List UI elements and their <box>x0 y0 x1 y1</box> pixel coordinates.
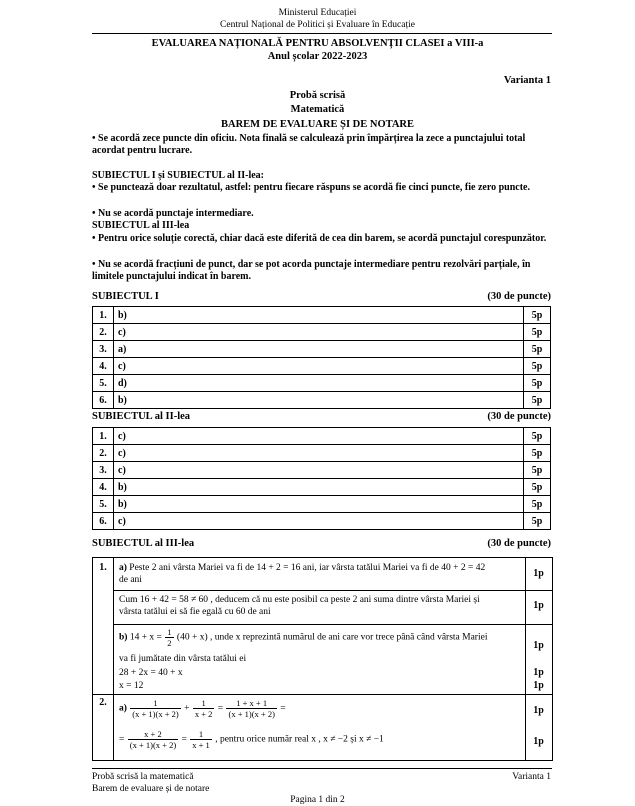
subject3-title: SUBIECTUL al III-lea <box>92 538 195 549</box>
answer-cell: c) <box>114 462 524 479</box>
footer-variant: Varianta 1 <box>512 772 551 782</box>
heading-subject-3: SUBIECTUL al III-lea <box>92 220 190 231</box>
score-badge: 1p <box>533 680 544 691</box>
question-number: 6. <box>93 392 114 409</box>
score-badge: 1p <box>533 640 544 651</box>
answer-row <box>93 375 551 392</box>
question-number: 6. <box>93 513 114 530</box>
subject3-table <box>92 557 553 761</box>
row-divider <box>113 590 552 591</box>
question-number: 1. <box>99 562 107 573</box>
subject1-points: (30 de puncte) <box>487 291 551 302</box>
subject3-points: (30 de puncte) <box>487 538 551 549</box>
score-cell: 5p <box>524 496 551 513</box>
table-divider <box>113 558 114 760</box>
subject2-title: SUBIECTUL al II-lea <box>92 411 191 422</box>
variant-label: Varianta 1 <box>503 75 551 86</box>
q1b-line2: va fi jumătate din vârsta tatălui ei <box>119 654 247 664</box>
fraction <box>226 698 276 719</box>
footer-left-1: Probă scrisă la matematică <box>92 772 194 782</box>
header-rule <box>92 33 552 34</box>
answer-cell: a) <box>114 341 524 358</box>
fraction <box>193 698 215 719</box>
rule-result-only: • Se punctează doar rezultatul, astfel: pentru fiecare răspuns se acordă fie cinci puncte, fie zero puncte. <box>92 182 530 193</box>
question-number: 3. <box>93 462 114 479</box>
fraction-numerator: 1 <box>190 729 212 740</box>
answer-row <box>93 341 551 358</box>
score-badge: 1p <box>533 568 544 579</box>
fraction <box>130 698 180 719</box>
fraction <box>128 729 178 750</box>
answer-cell: d) <box>114 375 524 392</box>
q2a-tail: , pentru orice număr real x , x ≠ −2 și x ≠ −1 <box>215 734 384 745</box>
q1b-equation <box>119 627 521 648</box>
question-number: 4. <box>93 358 114 375</box>
fraction-denominator: 2 <box>167 638 172 648</box>
q1a-line3: Cum 16 + 42 = 58 ≠ 60 , deducem că nu este posibil ca peste 2 ani suma dintre vârsta Mariei și <box>119 595 480 605</box>
table-divider <box>525 558 526 760</box>
answer-cell: c) <box>114 324 524 341</box>
score-cell: 5p <box>524 324 551 341</box>
q1a-line1 <box>119 562 521 574</box>
question-number: 5. <box>93 375 114 392</box>
center-name: Centrul Național de Politici și Evaluare în Educație <box>220 20 415 30</box>
question-number: 4. <box>93 479 114 496</box>
question-number: 5. <box>93 496 114 513</box>
part-label: a) <box>119 563 127 573</box>
fraction-numerator: 1 <box>167 627 172 637</box>
answer-cell: c) <box>114 445 524 462</box>
subject1-table <box>92 306 551 409</box>
answer-cell: b) <box>114 479 524 496</box>
exam-title: EVALUAREA NAȚIONALĂ PENTRU ABSOLVENȚII CLASEI a VIII-a <box>151 38 484 49</box>
part-label: a) <box>119 703 127 714</box>
ministry-name: Ministerul Educației <box>278 8 357 18</box>
score-cell: 5p <box>524 462 551 479</box>
score-cell: 5p <box>524 358 551 375</box>
score-cell: 5p <box>524 445 551 462</box>
answer-row <box>93 513 551 530</box>
answer-row <box>93 358 551 375</box>
subject2-points: (30 de puncte) <box>487 411 551 422</box>
answer-row <box>93 462 551 479</box>
score-cell: 5p <box>524 392 551 409</box>
score-badge: 1p <box>533 705 544 716</box>
answer-cell: c) <box>114 513 524 530</box>
score-cell: 5p <box>524 375 551 392</box>
fraction-denominator: x + 2 <box>194 709 213 719</box>
answer-row <box>93 479 551 496</box>
q1b-line4: x = 12 <box>119 681 144 691</box>
subject2-table <box>92 427 551 530</box>
q1b-line3: 28 + 2x = 40 + x <box>119 668 183 678</box>
answer-cell: b) <box>114 307 524 324</box>
footer-left-2: Barem de evaluare și de notare <box>92 784 210 794</box>
part-label: b) <box>119 632 128 643</box>
answer-row <box>93 307 551 324</box>
row-divider <box>93 694 552 695</box>
subject1-title: SUBIECTUL I <box>92 291 159 302</box>
fraction-numerator: 1 <box>193 698 215 709</box>
question-number: 2. <box>93 324 114 341</box>
score-badge: 1p <box>533 600 544 611</box>
answer-row <box>93 428 551 445</box>
footer-rule <box>92 768 552 769</box>
answer-row <box>93 392 551 409</box>
score-cell: 5p <box>524 307 551 324</box>
question-number: 1. <box>93 307 114 324</box>
score-cell: 5p <box>524 513 551 530</box>
question-number: 2. <box>93 445 114 462</box>
q2a-line2: = $\frac{x + 2}{(x + 1)(x + 2)}$ = $\frac{1}{x + 1}$ , pentru orice număr real x , x ≠ −2 și x ≠ −1 <box>119 729 384 750</box>
q1a-text1: Peste 2 ani vârsta Mariei va fi de 14 + 2 = 16 ani, iar vârsta tatălui Mariei va fi de 40 + 2 = 42 <box>129 563 486 573</box>
answer-row <box>93 496 551 513</box>
school-year: Anul școlar 2022-2023 <box>267 51 368 62</box>
rule-no-intermediate: • Nu se acordă punctaje intermediare. <box>92 208 254 219</box>
heading-subjects-1-2: SUBIECTUL I și SUBIECTUL al II-lea: <box>92 170 264 181</box>
test-type: Probă scrisă <box>289 90 346 101</box>
question-number: 3. <box>93 341 114 358</box>
score-badge: 1p <box>533 736 544 747</box>
rule-correct-solution: • Pentru orice soluție corectă, chiar dacă este diferită de cea din barem, se acordă punctajul corespunzător. <box>92 233 547 244</box>
answer-cell: c) <box>114 358 524 375</box>
barem-title: BAREM DE EVALUARE ȘI DE NOTARE <box>220 119 415 130</box>
fraction-denominator: (x + 1)(x + 2) <box>129 740 177 750</box>
q1a-line4: vârsta tatălui ei să fie egală cu 60 de ani <box>119 607 271 617</box>
fraction <box>190 729 212 750</box>
fraction-denominator: x + 1 <box>192 740 210 750</box>
rule-official-points: • Se acordă zece puncte din oficiu. Nota finală se calculează prin împărțirea la zece a punctajului total acordat pentru lucrare. <box>92 133 526 156</box>
page-number: Pagina 1 din 2 <box>290 795 345 805</box>
answer-row <box>93 445 551 462</box>
fraction-numerator: x + 2 <box>128 729 178 740</box>
q1a-line2: de ani <box>119 575 142 585</box>
score-badge: 1p <box>533 667 544 678</box>
fraction-denominator: (x + 1)(x + 2) <box>132 709 179 719</box>
fraction-denominator: (x + 1)(x + 2) <box>228 709 275 719</box>
fraction-numerator: 1 <box>130 698 180 709</box>
q1b-post: (40 + x) , unde x reprezintă numărul de ani care vor trece până când vârsta Mariei <box>176 632 488 643</box>
score-cell: 5p <box>524 428 551 445</box>
subject-name: Matematică <box>290 104 345 115</box>
q2a-line1: a) $\frac{1}{(x + 1)(x + 2)}$ + $\frac{1}{x + 2}$ = $\frac{1 + x + 1}{(x + 1)(x + 2)}$ = <box>119 698 286 719</box>
rule-no-fractions: • Nu se acordă fracțiuni de punct, dar se pot acorda punctaje intermediare pentru rezolvări parțiale, în limitele punctajului indicat în barem. <box>92 259 531 282</box>
score-cell: 5p <box>524 479 551 496</box>
fraction-numerator: 1 + x + 1 <box>226 698 276 709</box>
q1b-pre: 14 + x = <box>129 632 162 643</box>
answer-cell: c) <box>114 428 524 445</box>
score-cell: 5p <box>524 341 551 358</box>
answer-row <box>93 324 551 341</box>
question-number: 1. <box>93 428 114 445</box>
question-number: 2. <box>99 697 107 708</box>
row-divider <box>113 624 552 625</box>
answer-cell: b) <box>114 392 524 409</box>
fraction <box>165 627 173 648</box>
answer-cell: b) <box>114 496 524 513</box>
